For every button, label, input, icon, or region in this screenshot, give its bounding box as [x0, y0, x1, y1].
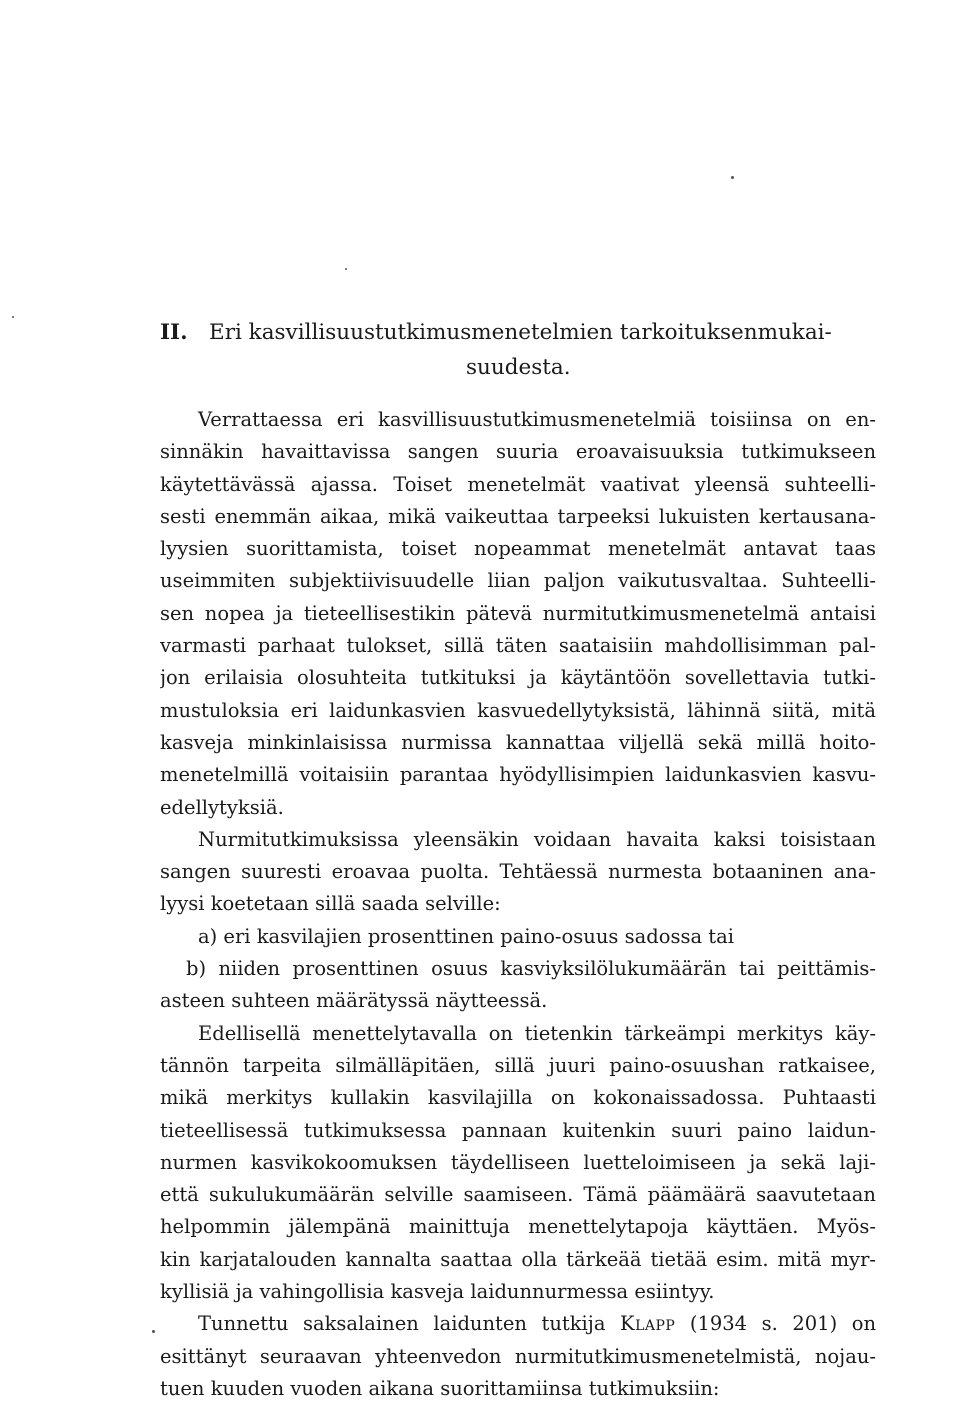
section-title-line-2: suudesta. [466, 355, 571, 380]
text-line: kasveja minkinlaisissa nurmissa kannattaa viljellä sekä millä hoito- [160, 730, 876, 754]
text-line: Edellisellä menettelytavalla on tietenkin tärkeämpi merkitys käy- [198, 1021, 876, 1045]
text-line: mustuloksia eri laidunkasvien kasvuedellytyksistä, lähinnä siitä, mitä [160, 698, 876, 722]
section-title-line-1: Eri kasvillisuustutkimusmenetelmien tarkoituksenmukai- [209, 320, 832, 345]
scan-speck [152, 1330, 155, 1333]
text-line: varmasti parhaat tulokset, sillä täten saataisiin mahdollisimman pal- [160, 634, 876, 658]
scan-speck [345, 268, 347, 270]
author-name: Klapp [620, 1312, 676, 1336]
text-line: Nurmitutkimuksissa yleensäkin voidaan havaita kaksi toisistaan [198, 827, 876, 851]
text-line: sinnäkin havaittavissa sangen suuria eroavaisuuksia tutkimukseen [160, 440, 876, 464]
text-line: esittänyt seuraavan yhteenvedon nurmitutkimusmenetelmistä, nojau- [160, 1344, 876, 1368]
text-line: sen nopea ja tieteellisestikin pätevä nurmitutkimusmenetelmä antaisi [160, 601, 876, 625]
text-line: sesti enemmän aikaa, mikä vaikeuttaa tarpeeksi lukuisten kertausana- [160, 504, 876, 528]
scan-speck [12, 316, 14, 318]
scan-speck [731, 176, 734, 179]
text-line: a) eri kasvilajien prosenttinen paino-osuus sadossa tai [198, 924, 734, 948]
text-line: tuen kuuden vuoden aikana suorittamiinsa tutkimuksiin: [160, 1376, 720, 1400]
text-fragment: (1934 s. 201) on [675, 1312, 876, 1336]
text-line: nurmen kasvikokoomuksen täydelliseen luetteloimiseen ja sekä laji- [160, 1150, 876, 1174]
text-line: b) niiden prosenttinen osuus kasviyksilölukumäärän tai peittämis- [186, 957, 876, 981]
text-line: useimmiten subjektiivisuudelle liian paljon vaikutusvaltaa. Suhteelli- [160, 569, 876, 593]
text-line: jon erilaisia olosuhteita tutkituksi ja käytäntöön sovellettavia tutki- [160, 666, 876, 690]
text-line: helpommin jälempänä mainittuja menettelytapoja käyttäen. Myös- [160, 1215, 876, 1239]
text-line: Verrattaessa eri kasvillisuustutkimusmenetelmiä toisiinsa on en- [198, 408, 876, 431]
text-line: menetelmillä voitaisiin parantaa hyödyllisimpien laidunkasvien kasvu- [160, 763, 876, 787]
text-line: lyysien suorittamista, toiset nopeammat menetelmät antavat taas [160, 537, 876, 561]
text-line: mikä merkitys kullakin kasvilajilla on kokonaissadossa. Puhtaasti [160, 1086, 876, 1110]
text-fragment: Tunnettu saksalainen laidunten tutkija [198, 1312, 620, 1336]
text-line: edellytyksiä. [160, 795, 284, 819]
text-line [160, 1308, 876, 1340]
text-line: lyysi koetetaan sillä saada selville: [160, 892, 501, 916]
text-line: kin karjatalouden kannalta saattaa olla tärkeää tietää esim. mitä myr- [160, 1247, 876, 1271]
text-line: asteen suhteen määrätyssä näytteessä. [160, 989, 548, 1013]
text-line: kyllisiä ja vahingollisia kasveja laidunnurmessa esiintyy. [160, 1280, 715, 1304]
text-line: käytettävässä ajassa. Toiset menetelmät vaativat yleensä suhteelli- [160, 472, 876, 496]
text-line: tännön tarpeita silmälläpitäen, sillä juuri paino-osuushan ratkaisee, [160, 1053, 876, 1077]
body-text [160, 404, 876, 1405]
text-line: tieteellisessä tutkimuksessa pannaan kuitenkin suuri paino laidun- [160, 1118, 876, 1142]
text-line: että sukulukumäärän selville saamiseen. Tämä päämäärä saavutetaan [160, 1183, 876, 1207]
section-number: II. [160, 320, 188, 345]
text-line: sangen suuresti eroavaa puolta. Tehtäessä nurmesta botaaninen ana- [160, 860, 876, 884]
